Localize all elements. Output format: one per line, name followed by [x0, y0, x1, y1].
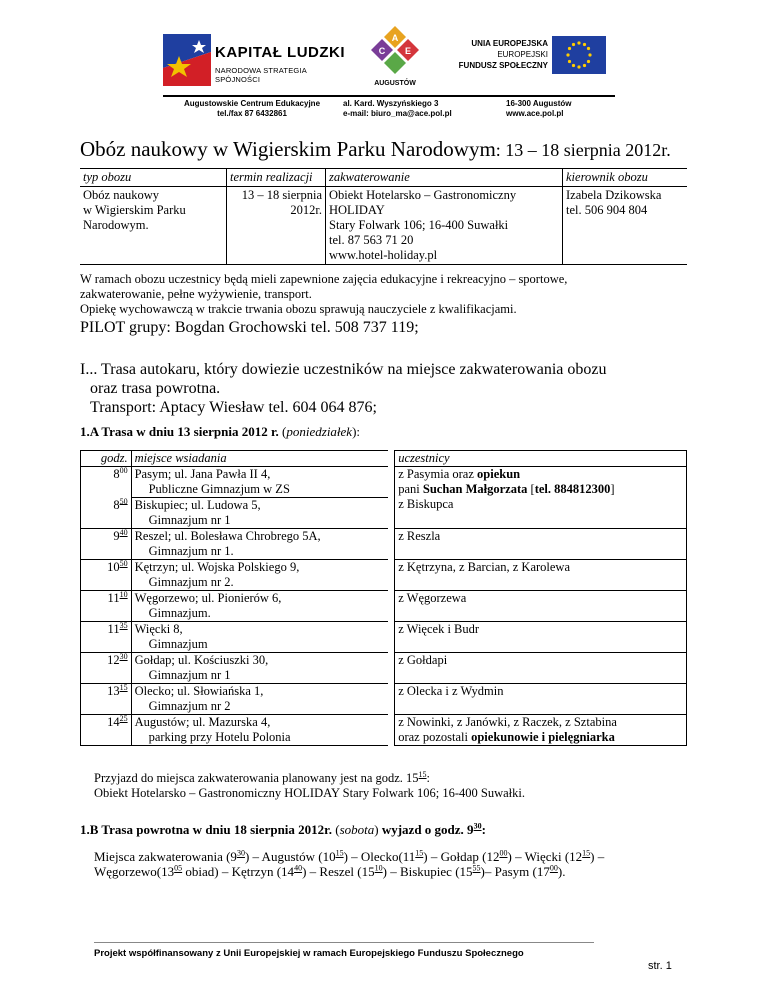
- info-term-cell: [227, 187, 326, 265]
- info-lodging-line: HOLIDAY: [329, 203, 385, 217]
- info-type-line: w Wigierskim Parku: [83, 203, 186, 217]
- schedule-participants: z Nowinki, z Janówki, z Raczek, z Sztabina oraz pozostali opiekunowie i pielęgniarka: [395, 715, 687, 746]
- schedule-place: [131, 715, 388, 746]
- kapital-ludzki-logo: [163, 30, 353, 90]
- place-line: Gimnazjum nr 1: [148, 668, 231, 682]
- intro-paragraph: [80, 272, 567, 317]
- section-a-label: 1.A Trasa w dniu 13 sierpnia 2012 r.: [80, 424, 279, 439]
- ace-diamonds-icon: [364, 24, 426, 80]
- eu-logo-text: [444, 38, 548, 71]
- camp-info-table: [80, 168, 687, 265]
- header-city: [506, 99, 572, 119]
- schedule-header-place: miejsce wsiadania: [131, 451, 388, 467]
- info-manager-line: tel. 506 904 804: [566, 203, 648, 217]
- info-lodging-line: Stary Folwark 106; 16-400 Suwałki: [329, 218, 509, 232]
- schedule-time: $11^{35}$: [81, 622, 132, 653]
- schedule-time: $8^{00}$: [81, 467, 132, 498]
- schedule-place: [131, 591, 388, 622]
- schedule-header-participants: uczestnicy: [395, 451, 687, 467]
- eu-logo: [444, 34, 612, 84]
- schedule-time: $8^{50}$: [81, 498, 132, 529]
- section-1-heading: [80, 360, 607, 417]
- place-line: Gimnazjum.: [148, 606, 211, 620]
- schedule-header-time: godz.: [81, 451, 132, 467]
- intro-line: W ramach obozu uczestnicy będą mieli zapewnione zajęcia edukacyjne i rekreacyjno – sportowe,: [80, 272, 568, 286]
- header-org: [172, 99, 332, 119]
- header-website: www.ace.pol.pl: [506, 109, 564, 118]
- schedule-time: $10^{50}$: [81, 560, 132, 591]
- place-line: Reszel; ul. Bolesława Chrobrego 5A,: [134, 529, 321, 543]
- header-org-name: Augustowskie Centrum Edukacyjne: [183, 99, 321, 108]
- kapital-ludzki-subtitle: NARODOWA STRATEGIA SPÓJNOŚCI: [215, 66, 307, 84]
- schedule-participants: z Węgorzewa: [395, 591, 687, 622]
- schedule-participants: z Kętrzyna, z Barcian, z Karolewa: [395, 560, 687, 591]
- document-title: [80, 137, 671, 162]
- return-route: [94, 849, 604, 879]
- section-1-line: oraz trasa powrotna.: [90, 380, 221, 397]
- arrival-line: Obiekt Hotelarsko – Gastronomiczny HOLIDAY Stary Folwark 106; 16-400 Suwałki.: [94, 786, 525, 800]
- place-line: Gimnazjum nr 2.: [148, 575, 234, 589]
- section-b-day: sobota: [339, 822, 375, 837]
- place-line: Więcki 8,: [134, 622, 183, 636]
- table-row: [81, 684, 687, 715]
- schedule-time: $13^{15}$: [81, 684, 132, 715]
- schedule-place: [131, 684, 388, 715]
- section-a-day: poniedziałek: [286, 424, 353, 439]
- kapital-ludzki-title: KAPITAŁ LUDZKI: [215, 44, 346, 61]
- place-line: Kętrzyn; ul. Wojska Polskiego 9,: [134, 560, 300, 574]
- place-line: Publiczne Gimnazjum w ZS: [148, 482, 290, 496]
- place-line: Gimnazjum nr 1: [148, 513, 231, 527]
- schedule-place: [131, 622, 388, 653]
- table-row: [81, 622, 687, 653]
- schedule-place: [131, 529, 388, 560]
- header-org-phone: tel./fax 87 6432861: [217, 109, 287, 118]
- info-header-manager: kierownik obozu: [563, 169, 688, 187]
- table-row: [81, 653, 687, 684]
- table-row: [81, 560, 687, 591]
- schedule-header: [81, 451, 687, 467]
- intro-line: Opiekę wychowawczą w trakcie trwania obozu sprawują nauczyciele z kwalifikacjami.: [80, 302, 517, 316]
- schedule-place: [131, 653, 388, 684]
- pilot-line: PILOT grupy: Bogdan Grochowski tel. 508 737 119;: [80, 319, 419, 336]
- place-line: Węgorzewo; ul. Pionierów 6,: [134, 591, 282, 605]
- schedule-participants: z Gołdapi: [395, 653, 687, 684]
- header-city-name: 16-300 Augustów: [506, 99, 572, 108]
- schedule-participants: z Pasymia oraz opiekun pani Suchan Małgorzata [tel. 884812300] z Biskupca: [395, 467, 687, 529]
- info-header-term: termin realizacji: [227, 169, 326, 187]
- info-header-lodging: zakwaterowanie: [326, 169, 563, 187]
- header-divider: [163, 95, 615, 97]
- intro-line: zakwaterowanie, pełne wyżywienie, transport.: [80, 287, 312, 301]
- section-b-label: 1.B Trasa powrotna w dniu 18 sierpnia 2012r.: [80, 822, 332, 837]
- schedule-participants: z Olecka i z Wydmin: [395, 684, 687, 715]
- info-term-line: 2012r.: [290, 203, 322, 217]
- info-lodging-line: tel. 87 563 71 20: [329, 233, 414, 247]
- schedule-time: $11^{10}$: [81, 591, 132, 622]
- header-email: e-mail: biuro_ma@ace.pol.pl: [343, 109, 452, 118]
- schedule-time: $12^{30}$: [81, 653, 132, 684]
- footer-divider: [94, 942, 594, 943]
- section-1-line: Transport: Aptacy Wiesław tel. 604 064 876;: [90, 399, 377, 416]
- title-main: Obóz naukowy w Wigierskim Parku Narodowym: [80, 137, 496, 161]
- schedule-participants: z Więcek i Budr: [395, 622, 687, 653]
- info-table-header: [80, 169, 687, 187]
- eu-line1: UNIA EUROPEJSKA: [471, 39, 548, 48]
- schedule-place: [131, 467, 388, 498]
- section-a-heading: [80, 424, 360, 439]
- arrival-paragraph: [94, 771, 525, 801]
- place-line: Augustów; ul. Mazurska 4,: [134, 715, 271, 729]
- ace-letter-e: E: [404, 46, 412, 56]
- place-line: Gimnazjum: [148, 637, 208, 651]
- section-1-line: I... Trasa autokaru, który dowiezie uczestników na miejsce zakwaterowania obozu: [80, 361, 607, 378]
- info-manager-line: Izabela Dzikowska: [566, 188, 662, 202]
- info-lodging-line: Obiekt Hotelarsko – Gastronomiczny: [329, 188, 517, 202]
- place-line: parking przy Hotelu Polonia: [148, 730, 291, 744]
- place-line: Gołdap; ul. Kościuszki 30,: [134, 653, 269, 667]
- schedule-place: [131, 560, 388, 591]
- eu-line3: FUNDUSZ SPOŁECZNY: [458, 61, 548, 70]
- schedule-place: [131, 498, 388, 529]
- eu-line2: EUROPEJSKI: [497, 50, 548, 59]
- return-route-line-1: Miejsca zakwaterowania $(9^{30})$ – Augustów $(10^{15})$ – $Olecko(11^{15})$ – Gołdap $(12^{00})$ – Więcki $(12^{15})$ –: [94, 848, 605, 864]
- info-manager-cell: [563, 187, 688, 265]
- info-lodging-line: www.hotel-holiday.pl: [329, 248, 438, 262]
- section-b-heading: 1.B Trasa powrotna w dniu 18 sierpnia 2012r. (sobota) wyjazd o godz. $9^{30}$:: [80, 821, 486, 837]
- place-line: Gimnazjum nr 1.: [148, 544, 234, 558]
- schedule-time: $9^{40}$: [81, 529, 132, 560]
- place-line: Olecko; ul. Słowiańska 1,: [134, 684, 264, 698]
- table-row: [81, 467, 687, 498]
- info-type-cell: [80, 187, 227, 265]
- schedule-time: $14^{25}$: [81, 715, 132, 746]
- info-type-line: Obóz naukowy: [83, 188, 160, 202]
- ace-logo-label: AUGUSTÓW: [374, 80, 416, 87]
- header-street-address: al. Kard. Wyszyńskiego 3: [343, 99, 439, 108]
- header-street: [343, 99, 452, 119]
- eu-flag-icon: [552, 36, 606, 74]
- schedule-table: [80, 450, 687, 746]
- ace-letter-a: A: [391, 33, 399, 43]
- section-a-close: ):: [352, 424, 361, 439]
- info-header-type: typ obozu: [80, 169, 227, 187]
- arrival-line: Przyjazd do miejsca zakwaterowania planowany jest na godz. $15^{15}$:: [94, 769, 431, 785]
- info-term-line: 13 – 18 sierpnia: [241, 188, 322, 202]
- ace-letter-c: C: [378, 46, 386, 56]
- place-line: Gimnazjum nr 2: [148, 699, 231, 713]
- return-route-line-2: $Węgorzewo(13^{05}$ obiad) – Kętrzyn $(14^{40})$ – Reszel $(15^{10})$ – Biskupiec $(15^{55})-$ Pasym $(17^{00})$.: [94, 863, 566, 879]
- schedule-participants: z Reszla: [395, 529, 687, 560]
- table-row: [81, 529, 687, 560]
- kapital-ludzki-flag-icon: [163, 34, 211, 86]
- footer-text: Projekt współfinansowany z Unii Europejskiej w ramach Europejskiego Funduszu Społecznego: [94, 948, 524, 959]
- info-table-row: [80, 187, 687, 265]
- place-line: Pasym; ul. Jana Pawła II 4,: [134, 467, 271, 481]
- section-a-open: (: [278, 424, 287, 439]
- page-number: str. 1: [648, 960, 672, 972]
- place-line: Biskupiec; ul. Ludowa 5,: [134, 498, 261, 512]
- info-type-line: Narodowym.: [83, 218, 149, 232]
- table-row: [81, 591, 687, 622]
- table-row: [81, 715, 687, 746]
- ace-logo: [364, 24, 426, 92]
- info-lodging-cell: [326, 187, 563, 265]
- title-dates: : 13 – 18 sierpnia 2012r.: [495, 140, 671, 160]
